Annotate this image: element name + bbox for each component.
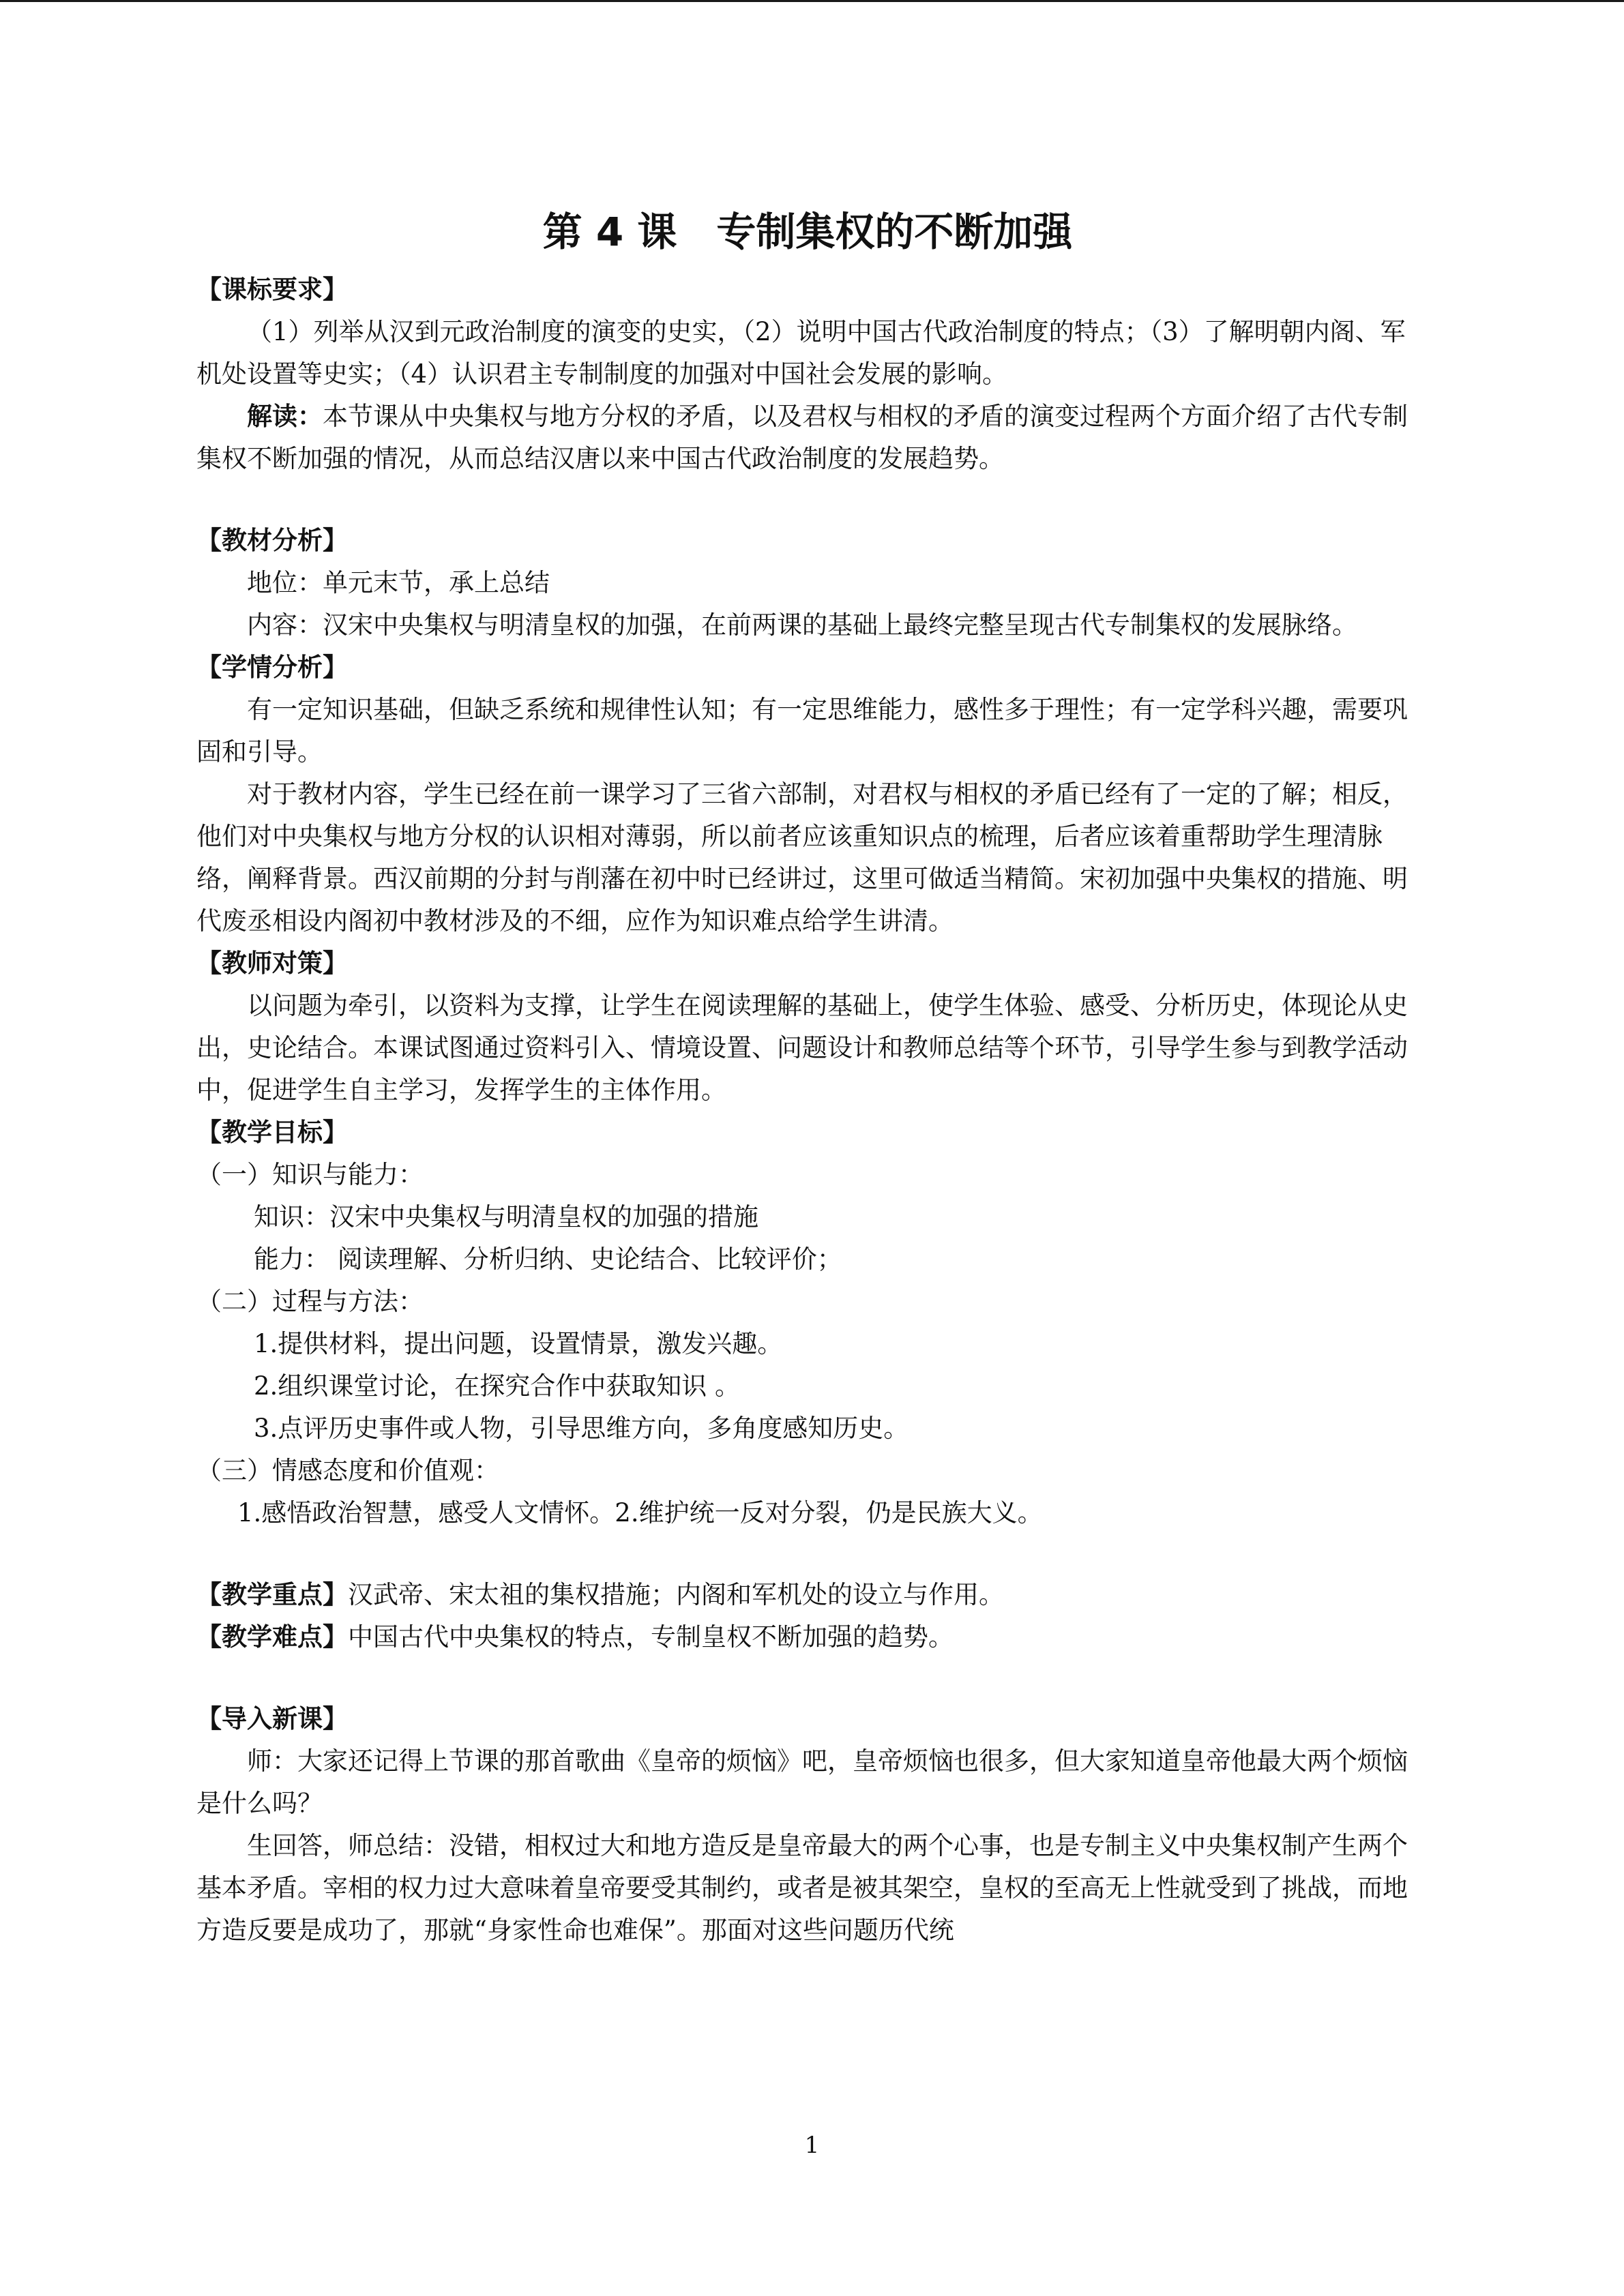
- page-number: 1: [804, 2132, 820, 2159]
- goal-emotion-heading: （三）情感态度和价值观：: [196, 1456, 499, 1485]
- student-analysis-p2: 对于教材内容，学生已经在前一课学习了三省六部制，对君权与相权的矛盾已经有了一定的了解；相反，他们对中央集权与地方分权的认识相对薄弱，所以前者应该重知识点的梳理，后者应该着重帮助学生理清脉络，阐释背景。西汉前期的分封与削藩在初中时已经讲过，这里可做适当精简。宋初加强中央集权的措施、明代废丞相设内阁初中教材涉及的不细，应作为知识难点给学生讲清。: [196, 779, 1408, 936]
- teacher-strategy: 以问题为牵引，以资料为支撑，让学生在阅读理解的基础上，使学生体验、感受、分析历史，体现论从史出，史论结合。本课试图通过资料引入、情境设置、问题设计和教师总结等个环节，引导学生参与到教学活动中，促进学生自主学习，发挥学生的主体作用。: [196, 991, 1408, 1105]
- key-points-text: 汉武帝、宋太祖的集权措施；内阁和军机处的设立与作用。: [348, 1580, 1004, 1609]
- section-heading-jiaocai: 【教材分析】: [196, 526, 348, 555]
- section-heading-xueqing: 【学情分析】: [196, 653, 348, 682]
- difficult-points-text: 中国古代中央集权的特点，专制皇权不断加强的趋势。: [348, 1622, 954, 1652]
- goal-emotion: 1.感悟政治智慧，感受人文情怀。2.维护统一反对分裂，仍是民族大义。: [237, 1498, 1043, 1527]
- textbook-position: 地位：单元末节，承上总结: [247, 568, 550, 597]
- jiedu-paragraph: [196, 396, 1419, 480]
- goal-process-item: 2.组织课堂讨论，在探究合作中获取知识 。: [254, 1371, 741, 1401]
- top-border-line: [0, 0, 1624, 2]
- jiedu-label: 解读：: [247, 402, 323, 431]
- goal-ability: 能力： 阅读理解、分析归纳、史论结合、比较评价；: [254, 1244, 842, 1274]
- section-heading-jiaoshi: 【教师对策】: [196, 949, 348, 978]
- difficult-points-label: 【教学难点】: [196, 1622, 348, 1652]
- goal-process-item: 1.提供材料，提出问题，设置情景，激发兴趣。: [254, 1329, 783, 1358]
- goal-knowledge-heading: （一）知识与能力：: [196, 1160, 424, 1189]
- section-heading-mubiao: 【教学目标】: [196, 1118, 348, 1147]
- textbook-content: 内容：汉宋中央集权与明清皇权的加强，在前两课的基础上最终完整呈现古代专制集权的发展脉络。: [247, 610, 1357, 640]
- key-points-label: 【教学重点】: [196, 1580, 348, 1609]
- difficult-points: [196, 1616, 1419, 1658]
- section-heading-daoru: 【导入新课】: [196, 1704, 348, 1733]
- jiedu-text: 本节课从中央集权与地方分权的矛盾，以及君权与相权的矛盾的演变过程两个方面介绍了古代专制集权不断加强的情况，从而总结汉唐以来中国古代政治制度的发展趋势。: [196, 402, 1408, 473]
- goal-process-heading: （二）过程与方法：: [196, 1287, 424, 1316]
- document-page: [196, 205, 1419, 1952]
- lesson-title: 第 4 课 专制集权的不断加强: [542, 209, 1073, 255]
- section-heading-kebiao: 【课标要求】: [196, 275, 348, 304]
- introduction-p1: 师：大家还记得上节课的那首歌曲《皇帝的烦恼》吧，皇帝烦恼也很多，但大家知道皇帝他最大两个烦恼是什么吗？: [196, 1746, 1408, 1818]
- student-analysis-p1: 有一定知识基础，但缺乏系统和规律性认知；有一定思维能力，感性多于理性；有一定学科兴趣，需要巩固和引导。: [196, 695, 1408, 766]
- curriculum-requirements: （1）列举从汉到元政治制度的演变的史实，（2）说明中国古代政治制度的特点；（3）了解明朝内阁、军机处设置等史实；（4）认识君主专制制度的加强对中国社会发展的影响。: [196, 317, 1406, 389]
- key-points: [196, 1574, 1419, 1616]
- goal-process-item: 3.点评历史事件或人物，引导思维方向，多角度感知历史。: [254, 1414, 909, 1443]
- goal-knowledge: 知识：汉宋中央集权与明清皇权的加强的措施: [254, 1202, 758, 1232]
- introduction-p2: 生回答，师总结：没错，相权过大和地方造反是皇帝最大的两个心事，也是专制主义中央集权制产生两个基本矛盾。宰相的权力过大意味着皇帝要受其制约，或者是被其架空，皇权的至高无上性就受到了挑战，而地方造反要是成功了，那就“身家性命也难保”。那面对这些问题历代统: [196, 1831, 1408, 1945]
